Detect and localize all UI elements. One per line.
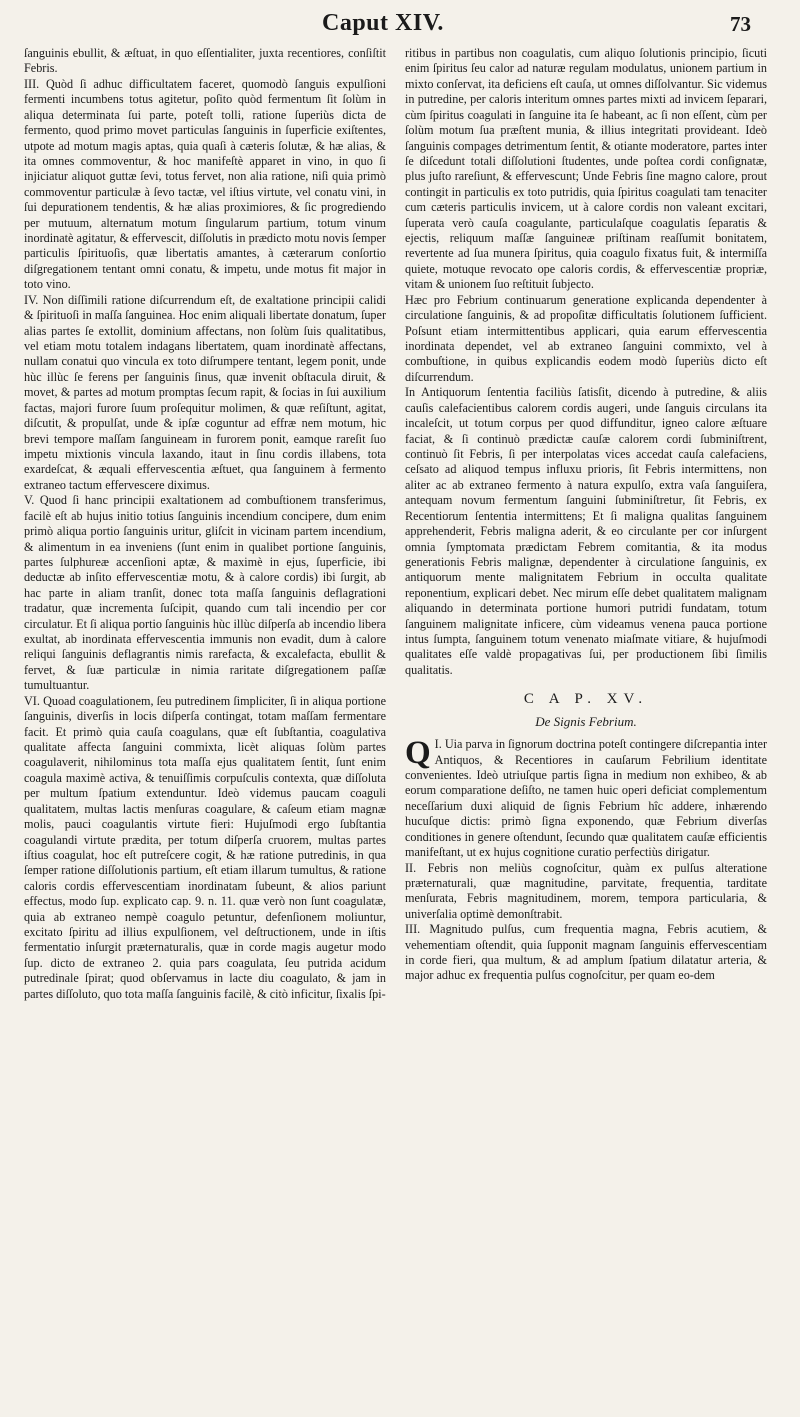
paragraph-continued: ritibus in partibus non coagulatis, cum aliquo ſolutionis principio, ſicuti enim ſpiritus ſeu calor ad naturæ regulam modulatus, unionem partium in mixto conſervat, ita deficiens eſt cauſa, ut omnes diſſolvantur. Sic videmus in putredine, per caloris interitum omnes partes mixti ad invicem ſeparari, cùm ſpiritus coagulati in ſanguine ita ſe habeant, ac ſi non eſſent, cùm per ſolùm motum ſua præſtent munia, & illius integritati provideant. Ideò ſanguinis compages detrimentum ſentit, & otiante moderatore, partes inter ſe diſcedunt totali diſſolutioni ſtudentes, unde poſtea cordi conſignatæ, plus juſto rareſiunt, & effervescunt; Unde Febris ſine magno calore, prout contingit in particulis ex toto putridis, quia ſpiritus coagulati tam tenaciter cum cæteris particulis invicem, ut à calore cordis non valeant excitari, ſuperata verò cauſa coagulante, particulaſque coagulatis ſeparatis & ejectis, reliquum maſſæ ſanguineæ priſtinam reaſſumit bonitatem, revertente ad ſua munera ſpiritus, quia coagulo fixatus fuit, & intermiſſa quiete, motuque revocato ope caloris cordis, & effervescentiæ propriæ, vitam & unionem ſuo reſtituit ſubjecto. xyxy=(405,46,767,292)
chapter-paragraph-3: III. Magnitudo pulſus, cum frequentia magna, Febris acutiem, & vehementiam oſtendit, quia ſupponit magnam ſanguinis effervescentiam in corde fieri, qua multum, & ad amplum ſpatium dilatatur arteria, & major adhuc ex frequentia pulſus cognoſcitur, per quam eo-dem xyxy=(405,922,767,983)
paragraph-4: IV. Non diſſimili ratione diſcurrendum eſt, de exaltatione principii calidi & ſpirituoſi in maſſa ſanguinea. Hoc enim aliquali libertate donatum, ſuper alias partes ſe extollit, dominium affectans, non ſolùm ſuis qualitatibus, vel etiam motu totalem indagans libertatem, quam inordinatè affectans, nullam conatui quo vincula ex toto diſrumpere tentant, legem ponit, unde hùc illùc ſe ferens per ſanguinis ſinus, quæ invenit obſtacula diruit, & movet, & partes ad motum promptas ſecum rapit, & ſocias in ſui auxilium factas, majori furore ſuum proſequitur molimen, & quæ reſiſtunt, agitat, diſcutit, & propulſat, unde & ipſæ coguntur ad effræ nem motum, hic brevi tempore maſſam ſanguineam in furorem ponit, eamque rareſit ſuo impetu mixtionis vincula laxando, itaut in ſinu cordis illabens, tota exardeſcat, & æquali effervescentia æſtuet, qua ſanguinem à fermento extraneo tactum effervescere diximus. xyxy=(24,292,386,492)
left-column xyxy=(24,46,386,1002)
chapter-paragraph-1-text: I. Uia parva in ſignorum doctrina poteſt contingere diſcrepantia inter Antiquos, & Recentiores in cauſarum Febrilium identitate convenientes. Ideò utriuſque partis ſigna in medium non exhibeo, & ab eorum comparatione deſiſto, ne tamen huic operi deficiat complementum neceſſarium duxi aliquid de ſignis Febrium hîc addere, inhærendo hucuſque dictis: primò ſigna exponendo, quæ Febrium diverſas conditiones in genere oſtendunt, ſecundo quæ qualitatem cauſæ efficientis manifeſtant, ut ex hujus cognitione curatio perfectiùs dirigatur. xyxy=(405,737,768,860)
chapter-heading: C A P. XV. xyxy=(523,691,649,708)
page-header xyxy=(0,10,800,40)
right-column xyxy=(405,46,767,984)
paragraph-6: VI. Quoad coagulationem, ſeu putredinem ſimpliciter, ſi in aliqua portione ſanguinis, diverſis in locis diſperſa contingat, totam maſſam fermentare facit. Et primò quia cauſa coagulans, quæ eſt ſubſtantia, coagulativa qualitate affecta ſanguini commixta, licèt aliquas ſolùm partes coagulaverit, nihilominus tota maſſa ejus qualitatem ſentit, ſunt enim coagula maximè activa, & tenuiſſimis corpuſculis contexta, quæ diſſoluta per multum ſpatium extenduntur. Ideò videmus paucam coaguli qualitatem, multas lactis menſuras coagulare, & caſeum etiam magnæ molis, pauci coagulantis virtute fieri: Hujuſmodi ergo ſubſtantia coagulandi virtute prædita, per totum diſperſa cruorem, multas partes iſtius coagulat, hoc eſt putreſcere cogit, & hæ ratione putredinis, in qua ſemper ratione diſſolutionis partium, eſt etiam illarum tumultus, & ratione caloris cordis effervescentiam inordinatam ſubeunt, & alios pariunt effectus, modo ſup. explicato cap. 9. n. 11. quæ verò non ſunt coagulatæ, quia ab extraneo nempè coagulo petuntur, defenſionem moliuntur, excitato ſpiritu ad illius expulſionem, vel deſtructionem, unde in iſtis fermentatio inſurgit præternaturalis, quæ in corde magis augetur modo ſup. dicto de extraneo 2. quia pars coagulata, ſeu putrida acidum putredinale ſpirat; quod obſervamus in lacte diu coagulato, & jam in partes diſſoluto, quo tota maſſa ſanguinis facilè, & citò inficitur, ſixalis ſpi- xyxy=(24,693,386,1001)
paragraph-5: V. Quod ſi hanc principii exaltationem ad combuſtionem transferimus, facilè eſt ab hujus initio totius ſanguinis incendium concipere, dum enim primò aliqua portio ſanguinis uritur, gliſcit in vicinam partem incendium, & alimentum in ea inveniens (ſunt enim in qualibet portione ſanguinis, partes ſulphureæ accenſioni aptæ, & maximè in ejus, ſuperficie, ibi deductæ ab inſito effervescentiæ motu, & à calore cordis) ibi ſurgit, ab hac parte in aliam tranſit, donec tota maſſa ſanguinis deflagrationi tradatur, quæ incrementa ſuſcipit, quando cum tali incendio per cor circulatur. Et ſi aliqua portio ſanguinis hùc illùc diſperſa ab incendio libera exultat, ab inordinata effervescentia immunis non evadit, dum à calore reliqui ſanguinis deflagrantis nimis rarefacta, & excalefacta, ebullit & fervet, & ſuæ particulæ in nimia raritate diſgregationem paſſæ tumultuantur. xyxy=(24,493,386,693)
page-number: 73 xyxy=(730,12,751,36)
paragraph-intro: ſanguinis ebullit, & æſtuat, in quo eſſentialiter, juxta recentiores, conſiſtit Febris. xyxy=(24,46,386,76)
drop-cap: Q xyxy=(405,735,431,772)
chapter-subtitle: De Signis Febrium. xyxy=(535,713,637,729)
chapter-paragraph-1 xyxy=(405,737,767,860)
paragraph-3: III. Quòd ſi adhuc difficultatem faceret, quomodò ſanguis expulſioni fermenti incumbens totus agitetur, poſito quòd fermentum ſit ſolùm in aliqua determinata ſui parte, poteſt tolli, ratione ſuperiùs dicta de fermento, quod primo movet particulas ſanguinis in ſuperficie exiſtentes, utpote ad motum magis aptas, quia quaſi à cæteris ſolutæ, & hæ alias, & ita omnes commoventur, & hoc manifeſtè apparet in vino, in quo ſi injiciatur aliquot guttæ ſevi, totus fervet, non alia ratione, niſi quia primò commoventur particulæ à ſevo tactæ, vel iſtius virtute, vel conatu vini, in ſui depurationem tendentis, & hæ alias proximiores, & ſic progrediendo per mutuum, alternatum motum ſingularum partium, totum vinum inordinatè agitatur, & effervescit, diſſolutis in prædicto motu novis ſemper particulis ſpirituoſis, quæ libertatis amantes, à cæterarum conſortio diſgregationem tentant omni conatu, & impetu, unde motus fit major in toto vino. xyxy=(24,76,386,292)
running-title: Caput XIV. xyxy=(322,10,444,36)
paragraph-continued-2: Hæc pro Febrium continuarum generatione explicanda dependenter à circulatione ſanguinis, & ad propoſitæ difficultatis ſolutionem ſufficient. Poſsunt etiam intermittentibus applicari, quia earum effervescentia inordinata dependet, vel ab extraneo ſanguini commixto, vel à combuſtione, in quibus explicandis eodem modò ſuperiùs dicto eſt diſcurrendum. xyxy=(405,292,767,384)
paragraph-continued-3: In Antiquorum ſententia faciliùs ſatisſit, dicendo à putredine, & aliis cauſis calefacientibus calorem cordis augeri, unde ſanguis circulans ita incaleſcit, ut totum corpus per quod diffunditur, igneo calore æſtuare faciat, & ſi continuò prædictæ cauſæ calorem cordi ſubminiſtrent, continuò ſit Febris, ſi per interpolatas vices accedat cauſa calefaciens, ceſsato ad aliquod tempus influxu prioris, ſit Febris intermittens, non aliter ac ab extraneo fermento à natura expulſo, extra vaſa ſanguiſera, antequam novum fermentum ſanguini ſubminiſtretur, ſit Febris, ex Recentiorum ſententia intermittens; Et ſi maligna qualitas ſanguinem apprehenderit, Febris maligna aderit, & eo circulante per cor inſurgent omnia ſymptomata prædictam Febrem comitantia, & ita modus generationis Febris malignæ, dependenter à circulatione ſanguinis, ex antiquorum mente malignitatem Febrium in occulta qualitate reponentium, explicari debet. Nec mirum eſſe debet qualitatem malignam aliquando in determinata portione humori putridi fundatam, totum ſanguinem malignitate inficere, cùm videamus venena pauca portione intus ſumpta, ſanguinem totum venenato miaſmate vitiare, & hujuſmodi qualitates eſſe valdè propagativas ſui, per productionem ſibi ſimilis qualitatis. xyxy=(405,385,767,677)
chapter-paragraph-2: II. Febris non meliùs cognoſcitur, quàm ex pulſus alteratione præternaturali, quæ magnitudine, parvitate, frequentia, tarditate menſurata, Febris magnitudinem, morem, tempora particularia, & univerſalia optimè demonſtrabit. xyxy=(405,860,767,921)
